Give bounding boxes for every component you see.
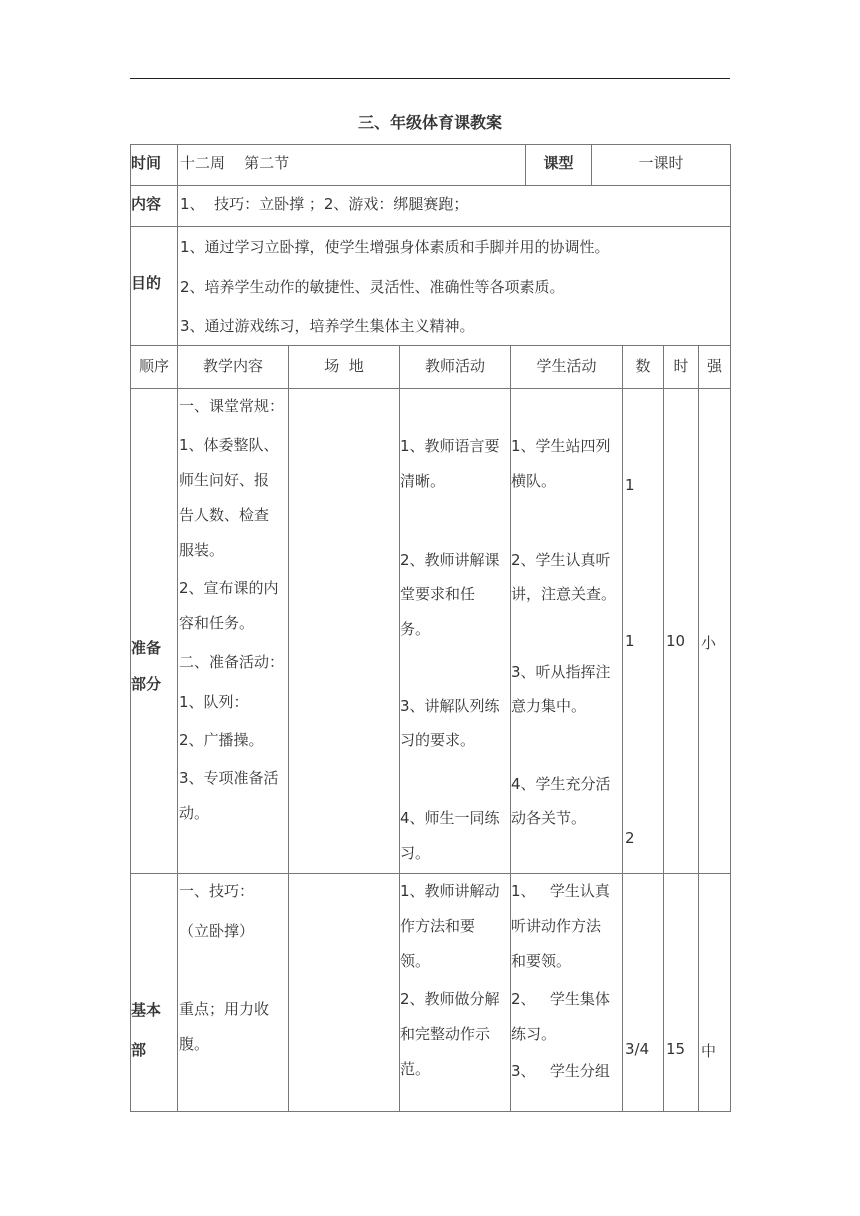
section-1-teacher-line: 1、教师语言要 (400, 437, 500, 455)
section-1-count-2: 1 (625, 632, 635, 650)
section-1-content-line: 1、队列： (179, 693, 249, 711)
section-1-student-line: 讲，注意关查。 (511, 585, 617, 603)
column-header-student: 学生活动 (536, 357, 597, 375)
section-2-count: 3/4 (625, 1040, 650, 1058)
section-1-content-line: 2、宣布课的内 (179, 579, 279, 597)
section-2-time: 15 (666, 1040, 686, 1058)
column-header-content: 教学内容 (202, 357, 263, 375)
section-1-content-line: 1、体委整队、 (179, 436, 279, 454)
section-2-teacher-line: 1、教师讲解动 (400, 882, 500, 900)
section-1-student-line: 4、学生充分活 (511, 775, 611, 793)
section-2-content-line: （立卧撑） (179, 922, 255, 940)
table-border-bottom (130, 1111, 731, 1112)
type-value: 一课时 (638, 154, 684, 172)
section-1-teacher-line: 堂要求和任 (400, 585, 476, 603)
section-1-teacher-line: 习的要求。 (400, 731, 476, 749)
purpose-line-3: 3、通过游戏练习，培养学生集体主义精神。 (180, 317, 475, 335)
purpose-label: 目的 (131, 274, 162, 292)
section-2-student-line: 和要领。 (511, 952, 572, 970)
row-line-4 (130, 388, 731, 389)
column-header-intensity: 强 (706, 357, 722, 375)
section-2-student-line: 1、 学生认真 (511, 882, 610, 900)
section-1-content-line: 3、专项准备活 (179, 769, 279, 787)
section-2-teacher-line: 2、教师做分解 (400, 990, 500, 1008)
row-line-5 (130, 873, 731, 874)
section-1-teacher-line: 3、讲解队列练 (400, 697, 500, 715)
section-2-student-line: 练习。 (511, 1025, 557, 1043)
purpose-line-1: 1、通过学习立卧撑，使学生增强身体素质和手脚并用的协调性。 (180, 238, 610, 256)
col-line-venue (288, 345, 289, 1111)
top-rule (130, 78, 730, 79)
col-line-time (663, 345, 664, 1111)
section-1-teacher-line: 4、师生一同练 (400, 809, 500, 827)
section-1-time: 10 (666, 632, 686, 650)
section-1-content-line: 一、课堂常规： (179, 397, 285, 415)
time-label: 时间 (131, 154, 162, 172)
section-2-content-line: 腹。 (179, 1035, 210, 1053)
section-2-teacher-line: 领。 (400, 952, 431, 970)
section-1-teacher-line: 2、教师讲解课 (400, 551, 500, 569)
section-2-content-line: 重点；用力收 (179, 1000, 270, 1018)
section-1-count-1: 1 (625, 476, 635, 494)
column-header-teacher: 教师活动 (424, 357, 485, 375)
section-1-content-line: 师生问好、报 (179, 471, 270, 489)
section-2-teacher-line: 作方法和要 (400, 917, 476, 935)
page-title: 三、年级体育课教案 (357, 113, 502, 132)
col-line-count (622, 345, 623, 1111)
content-label: 内容 (131, 195, 162, 213)
section-1-student-line: 3、听从指挥注 (511, 663, 611, 681)
section-1-content-line: 二、准备活动： (179, 653, 285, 671)
type-label: 课型 (543, 154, 574, 172)
section-1-content-line: 动。 (179, 804, 210, 822)
section-2-teacher-line: 和完整动作示 (400, 1025, 491, 1043)
section-2-teacher-line: 范。 (400, 1060, 431, 1078)
section-1-name: 准备部分 (131, 639, 161, 693)
section-2-student-line: 2、 学生集体 (511, 990, 610, 1008)
section-1-content-line: 告人数、检查 (179, 506, 270, 524)
purpose-line-2: 2、培养学生动作的敏捷性、灵活性、准确性等各项素质。 (180, 278, 565, 296)
section-1-count-3: 2 (625, 829, 635, 847)
section-1-teacher-line: 务。 (400, 620, 431, 638)
col-line-intensity (698, 345, 699, 1111)
section-1-teacher-line: 习。 (400, 844, 431, 862)
section-2-student-line: 3、 学生分组 (511, 1062, 610, 1080)
column-header-venue: 场 地 (324, 357, 364, 375)
column-header-count: 数 (635, 357, 651, 375)
section-2-content-line: 一、技巧： (179, 882, 255, 900)
col-line-label (177, 144, 178, 1111)
section-2-intensity: 中 (701, 1042, 717, 1060)
column-header-order: 顺序 (138, 357, 169, 375)
section-1-teacher-line: 清晰。 (400, 472, 446, 490)
row-line-2 (130, 226, 731, 227)
section-1-student-line: 2、学生认真听 (511, 551, 611, 569)
section-1-content-line: 服装。 (179, 541, 225, 559)
section-1-content-line: 容和任务。 (179, 614, 255, 632)
section-1-intensity: 小 (701, 634, 717, 652)
section-1-student-line: 意力集中。 (511, 697, 587, 715)
time-value: 十二周 第二节 (180, 154, 290, 172)
section-1-student-line: 横队。 (511, 472, 557, 490)
section-2-student-line: 听讲动作方法 (511, 917, 602, 935)
content-value: 1、 技巧：立卧撑 ；2、游戏：绑腿赛跑； (180, 195, 469, 213)
column-header-time: 时 (673, 357, 689, 375)
table-border-right (730, 144, 731, 1111)
section-1-student-line: 动各关节。 (511, 809, 587, 827)
section-1-student-line: 1、学生站四列 (511, 437, 611, 455)
section-2-name: 基本部 (131, 1001, 161, 1059)
section-1-content-line: 2、广播操。 (179, 731, 264, 749)
